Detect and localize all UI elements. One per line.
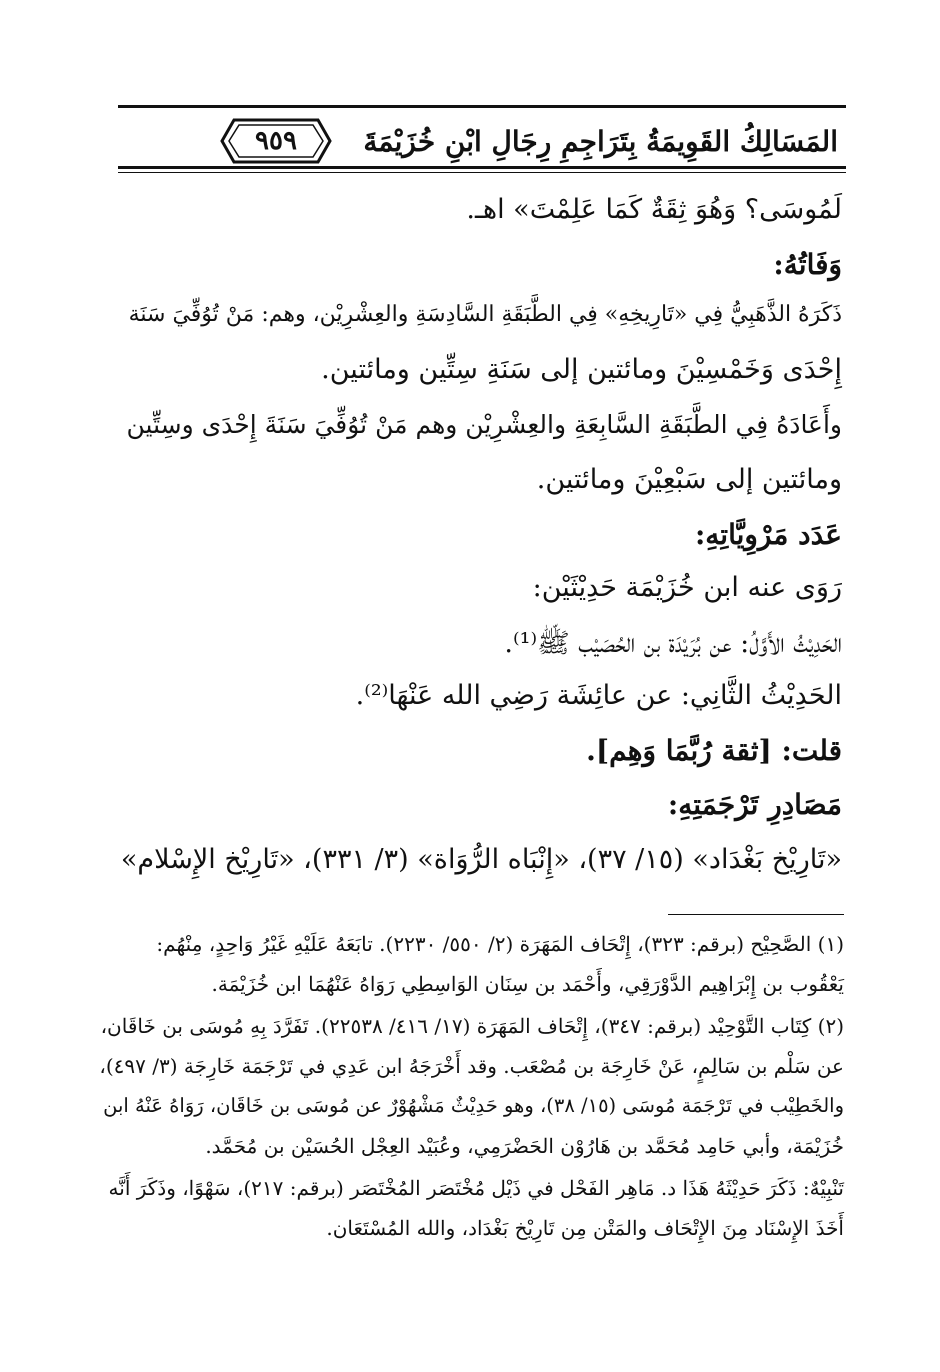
section-heading-death: وَفَاتُهُ: (773, 248, 842, 281)
text-line: ذَكَرَهُ الذَّهَبِيُّ فِي «تَارِيخِهِ» فِي الطَّبَقَةِ السَّادِسَةِ والعِشْرِيْن، وهم: مَنْ تُوُفِّيَ سَنَة (128, 302, 842, 327)
text-line: رَوَى عنه ابن خُزَيْمَة حَدِيْثَيْن: (532, 572, 842, 603)
section-heading-sources: مَصَادِرِ تَرْجَمَتِهِ: (667, 788, 842, 821)
header-bottom-rule (118, 166, 846, 169)
text-line: لَمُوسَى؟ وَهُوَ ثِقَةٌ كَمَا عَلِمْتَ» اهـ. (466, 194, 842, 225)
section-heading-narrations: عَدَد مَرْوِيَّاتِهِ: (694, 518, 842, 551)
text-line: إِحْدَى وَخَمْسِيْنَ ومائتين إلى سَنَةِ سِتِّين ومائتين. (321, 354, 842, 385)
author-note: قلت: [ثقة رُبَّمَا وَهِم]. (586, 734, 842, 767)
footnote-1-line: يَعْقُوب بن إِبْرَاهِيم الدَّوْرَقِي، وأَحْمَد بن سِنَان الوَاسِطِي رَوَاهُ عَنْهُمَا ابن خُزَيْمَة. (211, 972, 844, 996)
running-title: المَسَالِكُ القَوِيمَةُ بِتَرَاجِمِ رِجَالِ ابْنِ خُزَيْمَةَ (363, 125, 838, 158)
footnote-2-line: عن سَلْم بن سَالِمٍ، عَنْ خَارِجَة بن مُصْعَب. وقد أَخْرَجَهُ ابن عَدِي في تَرْجَمَة خَارِجَة (٣/ ٤٩٧)، (99, 1054, 844, 1078)
footnote-2-line: (٢) كِتَاب التَّوْحِيْد (برقم: ٣٤٧)، إِتْحَاف المَهَرَة (١٧/ ٤١٦/ ٢٢٥٣٨). تَفَرَّدَ بِهِ مُوسَى بن خَاقَان، (100, 1014, 844, 1038)
text-line: وأَعَادَهُ فِي الطَّبَقَةِ السَّابِعَةِ والعِشْرِيْن وهم مَنْ تُوُفِّيَ سَنَةَ إِحْدَى وسِتِّين (126, 410, 842, 439)
page-number: ٩٥٩ (255, 126, 297, 156)
footnote-2-line: خُزَيْمَة، وأبي حَامِد مُحَمَّد بن هَارُوْن الحَضْرَمِي، وعُبَيْد العِجْل الحُسَيْن بن مُحَمَّد. (205, 1134, 844, 1158)
hadith-second: الحَدِيْثُ الثَّانِي: عن عائِشَة رَضِي الله عَنْهَا⁽²⁾. (355, 680, 842, 711)
header-bottom-thin-rule (118, 172, 846, 173)
footnote-2-line: والخَطِيْب في تَرْجَمَة مُوسَى (١٥/ ٣٨)، وهو حَدِيْثٌ مَشْهُوْرٌ عن مُوسَى بن خَاقَان، رَوَاهُ عَنْهُ ابن (103, 1094, 844, 1117)
footnote-1-line: (١) الصَّحِيْح (برقم: ٣٢٣)، إِتْحَاف المَهَرَة (٢/ ٥٥٠/ ٢٢٣٠). تابَعَهُ عَلَيْهِ غَيْرُ وَاحِدٍ، مِنْهُم: (156, 932, 844, 956)
hadith-first: الحَدِيْثُ الأَوَّلُ: عن بُرَيْدَة بن الحُصَيْب ﷺ⁽¹⁾. (504, 628, 842, 659)
footnote-note-line: تَنْبِيْهٌ: ذَكَرَ حَدِيْثَهُ هَذَا د. مَاهِر الفَحْل في ذَيْل مُخْتَصَر المُخْتَصَر (برقم: ٢١٧)، سَهْوًا، وذَكَرَ أَنَّه (108, 1176, 844, 1200)
page-number-badge (220, 118, 332, 164)
sources-line: «تَارِيْخ بَغْدَاد» (١٥/ ٣٧)، «إِنْبَاه الرُّوَاة» (٣/ ٣٣١)، «تَارِيْخ الإِسْلام» (120, 844, 842, 875)
header-top-rule (118, 105, 846, 108)
footnote-separator (668, 914, 844, 915)
footnote-note-line: أَخَذَ الإِسْنَاد مِنَ الإِتْحَاف والمَتْن مِن تَارِيْخ بَغْدَاد، والله المُسْتَعَان. (326, 1216, 844, 1240)
text-line: ومائتين إلى سَبْعِيْنَ ومائتين. (536, 464, 842, 495)
